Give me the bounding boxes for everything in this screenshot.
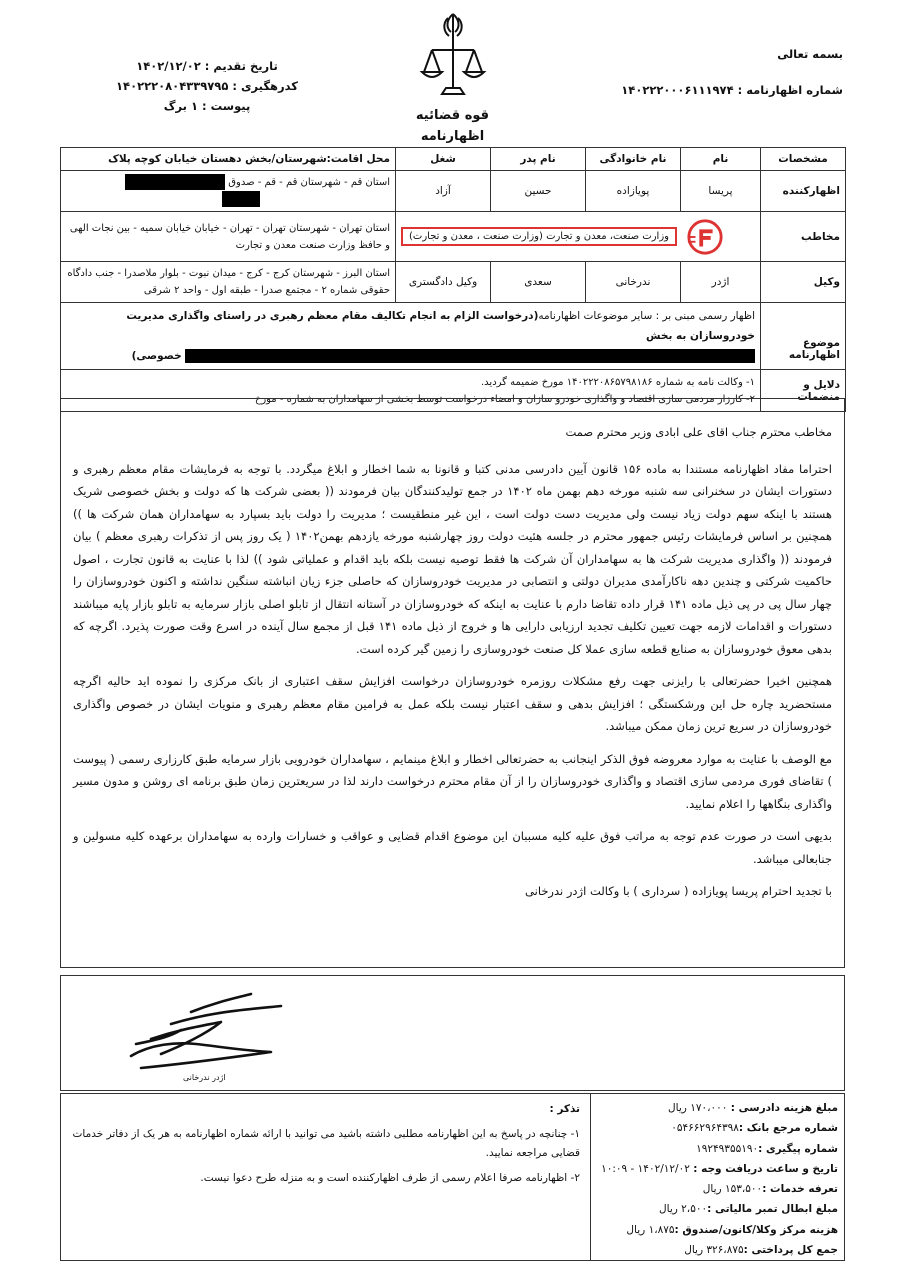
notes-panel xyxy=(61,1094,591,1260)
note-item: ۱- چنانچه در پاسخ به این اظهارنامه مطلبی داشته باشید می توانید با ارائه شماره اظهارنامه به هر یک از دفاتر خدمات قضایی مراجعه نمایید. xyxy=(72,1128,580,1159)
header-left xyxy=(62,56,352,116)
fee-row xyxy=(593,1118,838,1138)
fee-row xyxy=(593,1179,838,1199)
signature-icon xyxy=(121,984,286,1074)
fee-row xyxy=(593,1159,838,1179)
header-center xyxy=(380,10,525,144)
col-address: محل اقامت:شهرستان/بخش دهستان خیابان کوچه پلاک xyxy=(61,148,396,171)
lawyer-name: اژدر xyxy=(681,262,761,303)
col-spec: مشخصات xyxy=(761,148,846,171)
doc-title: اظهارنامه xyxy=(420,129,485,144)
body-paragraph: احتراما مفاد اظهارنامه مستندا به ماده ۱۵۶ قانون آیین دادرسی مدنی کتبا و قانونا به شما اخطار و ابلاغ میگردد. با توجه به فرمایشات مقام معظم رهبری و دستورات ایشان در سخنرانی سه شنبه مورخه دهم بهمن ماه ۱۴۰۲ در جمع تولیدکنندگان بیان فرمودند (( بعضی شرکت ها که دولت و بخش خصوصی شریک هستند با اینکه سهم دولت زیاد نیست ولی مدیریت دست دولت است ، این غیر منطقیست ؛ مدیریت را دولت باید بسپارد به سهامداران همان شرکت ها )) همچنین بر اساس فرمایشات رئیس جمهور محترم در جلسه هئیت دولت روز چهارشنبه مورخه یازدهم بهمن۱۴۰۲ ( یک روز پس از تذکرات رهبری معظم ) بیان فرمودند (( واگذاری مدیریت شرکت ها به سهامداران آن شرکت ها فقط توصیه نیست بلکه باید اقدام و عملیاتی شود )) لذا با عنایت به قانون تجارت ، اصول حاکمیت شرکتی و چندین دهه ناکارآمدی مدیران دولتی و انتصابی در مدیریت خودروسازان که حاصلی جزء زیان انباشته سنگین نداشته و اکنون خودروسازان را چهار سال پی در پی ذیل ماده ۱۴۱ قرار داده تقاضا دارم با عنایت به اینکه که خودروسازان در آستانه انتقال از تابلو اصلی بازار سرمایه به تابلو بازار پایه میباشند دستورات و اقدامات لازمه جهت تعیین تکلیف تجدید ارزیابی دارایی ها و خروج از ذیل ماده ۱۴۱ قبل از مجمع سال آینده در اسرع وقت صورت پذیرد. اگرچه که بدهی معوق خودروسازان به صنایع قطعه سازی عملا کل صنعت خودروسازی را زمین گیر کرده است. xyxy=(73,461,833,656)
fee-value: ۱۴۰۲/۱۲/۰۲ - ۱۰:۰۹ xyxy=(601,1162,694,1175)
col-name: نام xyxy=(681,148,761,171)
notice-number: ۱۴۰۲۲۲۰۰۰۶۱۱۱۹۷۴ xyxy=(621,83,734,97)
fee-row xyxy=(593,1139,838,1159)
fee-label: مبلغ ابطال تمبر مالیاتی : xyxy=(707,1203,838,1216)
parties-table xyxy=(60,147,846,412)
col-family: نام خانوادگی xyxy=(586,148,681,171)
signature-name: اژدر ندرخانی xyxy=(183,1073,226,1082)
fee-label: شماره مرجع بانک : xyxy=(738,1122,838,1135)
fee-row xyxy=(593,1098,838,1118)
subject-prefix: اظهار رسمی مبنی بر : سایر موضوعات اظهارنامه xyxy=(538,310,755,322)
tracking-row xyxy=(62,76,352,96)
submit-date-label: تاریخ تقدیم : xyxy=(204,59,278,73)
fee-row xyxy=(593,1240,838,1260)
signature-box xyxy=(60,975,845,1091)
lawyer-family: ندرخانی xyxy=(586,262,681,303)
body-paragraph: بدیهی است در صورت عدم توجه به مراتب فوق علیه کلیه مسببان این موضوع اقدام قضایی و عواقب و خسارات وارده به سهامداران برعهده کلیه مسولین و جنابعالی میباشد. xyxy=(73,829,832,866)
redaction-bar xyxy=(185,349,755,363)
fee-value: ۱،۸۷۵ ریال xyxy=(626,1223,675,1236)
addressee-row xyxy=(61,212,846,262)
lawyer-father: سعدی xyxy=(491,262,586,303)
table-header-row xyxy=(61,148,846,171)
fee-row xyxy=(593,1220,838,1240)
notes-title: تذکر : xyxy=(549,1103,580,1115)
subject-label: موضوع اظهارنامه xyxy=(761,303,846,370)
attachment-row xyxy=(62,96,352,116)
salutation: مخاطب محترم جناب اقای علی ابادی وزیر محترم صمت xyxy=(565,425,832,439)
claimant-row xyxy=(61,171,846,212)
col-job: شغل xyxy=(396,148,491,171)
attachment-value: ۱ برگ xyxy=(163,99,198,113)
addressee-entity: وزارت صنعت، معدن و تجارت (وزارت صنعت ، معدن و تجارت) xyxy=(401,227,677,246)
subject-text: (درخواست الزام به انجام تکالیف مقام معظم رهبری در راستای واگذاری مدیریت خودروسازان به بخش xyxy=(126,310,755,342)
col-father: نام پدر xyxy=(491,148,586,171)
fee-label: تعرفه خدمات : xyxy=(762,1183,838,1196)
fee-value: ۲،۵۰۰ ریال xyxy=(659,1203,708,1216)
header-right xyxy=(543,36,843,108)
claimant-father: حسین xyxy=(491,171,586,212)
notice-number-row xyxy=(543,72,843,108)
lawyer-address: استان البرز - شهرستان کرج - کرج - میدان نبوت - بلوار ملاصدرا - جنب دادگاه حقوقی شماره ۲ - مجتمع صدرا - طبقه اول - واحد ۲ شرقی xyxy=(61,262,396,303)
addressee-address: استان تهران - شهرستان تهران - تهران - خیابان خیابان سمیه - بین نجات الهی و حافظ وزارت صنعت معدن و تجارت xyxy=(61,212,396,262)
fee-label: جمع کل پرداختی : xyxy=(743,1244,838,1257)
submit-date-row xyxy=(62,56,352,76)
fee-row xyxy=(593,1199,838,1219)
tracking-code: ۱۴۰۲۲۲۰۸۰۴۳۳۹۷۹۵ xyxy=(116,79,229,93)
addressee-label: مخاطب xyxy=(761,212,846,262)
claimant-address: استان قم - شهرستان قم - قم - صدوق xyxy=(228,177,390,188)
notice-body xyxy=(60,398,845,968)
addressee-entity-cell xyxy=(396,212,761,262)
claimant-name: پریسا xyxy=(681,171,761,212)
judiciary-emblem-icon xyxy=(418,10,488,102)
subject-text-cont: خصوصی) xyxy=(131,350,182,362)
fee-value: ۳۲۶،۸۷۵ ریال xyxy=(684,1244,744,1257)
claimant-label: اظهارکننده xyxy=(761,171,846,212)
fees-list xyxy=(593,1098,838,1260)
fee-value: ۱۷۰،۰۰۰ ریال xyxy=(668,1102,731,1114)
watermark-logo-icon xyxy=(686,218,724,256)
note-item: ۲- اظهارنامه صرفا اعلام رسمی از طرف اظهارکننده است و به منزله طرح دعوا نیست. xyxy=(200,1172,580,1184)
redaction-bar xyxy=(222,191,260,207)
evidence-label: دلایل و منضمات xyxy=(761,370,846,412)
body-paragraph: مع الوصف با عنایت به موارد معروضه فوق الذکر اینجانب به حضرتعالی اخطار و ابلاغ مینمایم ، سهامداران خودرویی بازار سرمایه طبق کارزاری رسمی ( پیوست ) تقاضای فوری مردمی سازی اقتصاد و واگذاری خودروسازان را از آن مقام محترم درخواست دارند لذا در سریعترین زمان طبق برنامه ای روشن و مدون مسیر واگذاری بنگاهها را اعلام نمایید. xyxy=(73,751,832,811)
org-name: قوه قضائیه xyxy=(415,108,490,123)
redaction-bar xyxy=(125,174,225,190)
submit-date: ۱۴۰۲/۱۲/۰۲ xyxy=(136,59,201,73)
fees-notes-box xyxy=(60,1093,845,1261)
lawyer-row xyxy=(61,262,846,303)
fee-label: شماره پیگیری : xyxy=(758,1142,838,1155)
closing: با تجدید احترام پریسا پویازاده ( سرداری ) با وکالت اژدر ندرخانی xyxy=(525,884,832,898)
fee-value: ۰۵۴۶۶۲۹۶۴۳۹۸ xyxy=(671,1122,739,1135)
claimant-job: آزاد xyxy=(396,171,491,212)
evidence-item: ۲- کارزار مردمی سازی اقتصاد و واگذاری خودرو سازان و امضاء درخواست توسط بخشی از سهامداران به شماره - مورخ xyxy=(254,393,755,405)
fee-label: هزینه مرکز وکلا/کانون/صندوق : xyxy=(674,1223,838,1236)
attachment-label: پیوست : xyxy=(202,99,251,113)
evidence-item: ۱- وکالت نامه به شماره ۱۴۰۲۲۲۰۸۶۵۷۹۸۱۸۶ مورخ ضمیمه گردید. xyxy=(480,376,755,388)
notice-number-label: شماره اظهارنامه : xyxy=(737,83,843,97)
tracking-label: کدرهگیری : xyxy=(232,79,298,93)
fee-label: تاریخ و ساعت دریافت وجه : xyxy=(693,1162,838,1175)
bismillah: بسمه تعالی xyxy=(777,47,843,61)
body-paragraph: همچنین اخیرا حضرتعالی با رایزنی جهت رفع مشکلات روزمره خودروسازان درخواست افزایش سقف اعتباری از بانک مرکزی را نموده اید حالیه اگرچه مستحضرید چاره حل این ورشکستگی ؛ افزایش بدهی و سقف اعتبار نیست بلکه عمل به فرامین مقام معظم رهبری و منویات ایشان در خصوص واگذاری خودروسازان در سریع ترین زمان ممکن میباشد. xyxy=(73,674,832,733)
lawyer-job: وکیل دادگستری xyxy=(396,262,491,303)
subject-row xyxy=(61,303,846,370)
fee-value: ۱۵۳،۵۰۰ ریال xyxy=(702,1183,763,1196)
claimant-family: پویازاده xyxy=(586,171,681,212)
subject-cell xyxy=(61,303,761,370)
fee-label: مبلغ هزینه دادرسی : xyxy=(730,1102,838,1114)
claimant-address-cell xyxy=(61,171,396,212)
fee-value: ۱۹۲۴۹۳۵۵۱۹۰ xyxy=(696,1142,759,1155)
lawyer-label: وکیل xyxy=(761,262,846,303)
